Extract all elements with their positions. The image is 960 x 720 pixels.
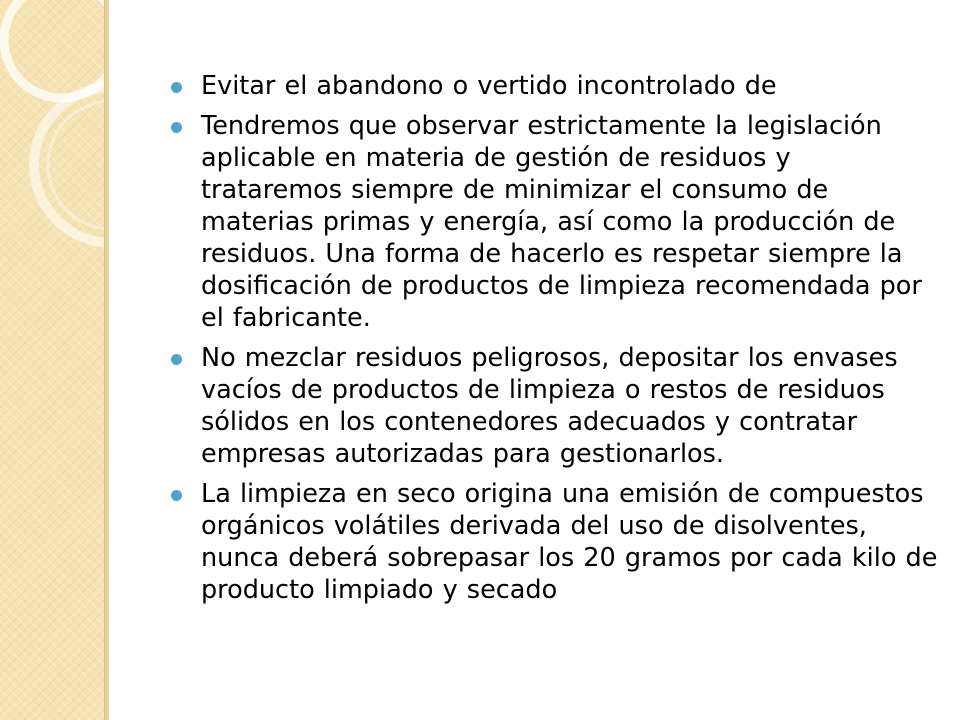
bullet-list [158,70,938,606]
decorative-side-panel [0,0,104,720]
bullet-item [158,110,938,334]
slide-content [158,70,938,614]
bullet-dot-icon [171,490,182,501]
side-panel-border [104,0,109,720]
bullet-item [158,478,938,606]
bullet-dot-icon [171,122,182,133]
bullet-text: La limpieza en seco origina una emisión de compuestos orgánicos volátiles derivada del uso de disolventes, nunca deberá sobrepasar los 20 gramos por cada kilo de producto limpiado y secado [201,479,938,605]
bullet-text: Tendremos que observar estrictamente la legislación aplicable en materia de gestión de residuos y trataremos siempre de minimizar el consumo de materias primas y energía, así como la producción de residuos. Una forma de hacerlo es respetar siempre la dosificación de productos de limpieza recomendada por el fabricante. [201,111,922,333]
bullet-item [158,342,938,470]
bullet-item [158,70,938,102]
decorative-circles-icon [0,0,104,720]
bullet-text: No mezclar residuos peligrosos, depositar los envases vacíos de productos de limpieza o restos de residuos sólidos en los contenedores adecuados y contratar empresas autorizadas para gestionarlos. [201,343,898,469]
bullet-dot-icon [171,82,182,93]
bullet-dot-icon [171,354,182,365]
bullet-text: Evitar el abandono o vertido incontrolado de [201,71,777,101]
